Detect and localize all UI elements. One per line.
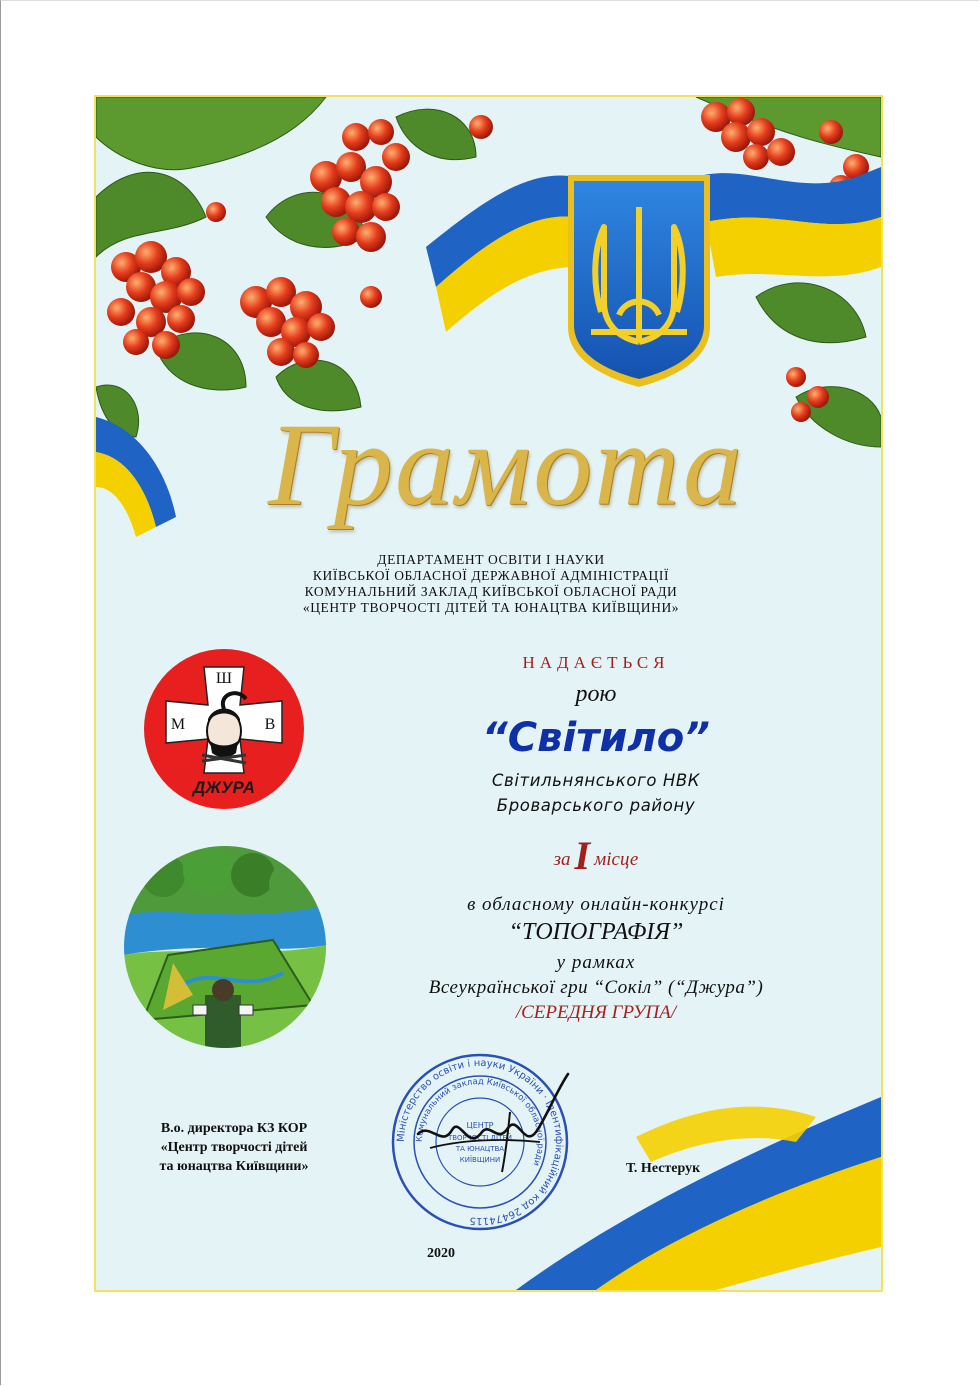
- stamp-outer-text: Міністерство освіти і науки України · Ідентифікаційний код 26474115: [395, 1057, 565, 1227]
- certificate-title: Грамота: [268, 399, 744, 530]
- frame-intro: у рамках: [556, 952, 636, 973]
- game-name: Всеукраїнської гри “Сокіл” (“Джура”): [428, 977, 764, 998]
- school-line-1: Світильнянського НВК: [491, 771, 701, 790]
- certificate: [94, 95, 883, 1292]
- emblem-caption: ДЖУРА: [192, 778, 256, 797]
- place-number: I: [574, 833, 591, 878]
- topography-illustration: [123, 845, 328, 1050]
- emblem-letter-sh: Ш: [215, 670, 233, 687]
- emblem-letter-m: М: [170, 716, 186, 733]
- trident-shield-icon: [568, 175, 710, 387]
- org-line-4: «ЦЕНТР ТВОРЧОСТІ ДІТЕЙ ТА ЮНАЦТВА КИЇВЩИНИ»: [302, 600, 680, 615]
- school-line-2: Броварського району: [496, 796, 696, 815]
- org-line-1: ДЕПАРТАМЕНТ ОСВІТИ І НАУКИ: [377, 552, 605, 567]
- awarded-label: НАДАЄТЬСЯ: [522, 653, 670, 672]
- org-line-2: КИЇВСЬКОЇ ОБЛАСНОЇ ДЕРЖАВНОЇ АДМІНІСТРАЦІЇ: [312, 568, 670, 583]
- group-label: /СЕРЕДНЯ ГРУПА/: [515, 1002, 677, 1023]
- stamp-center-line-3: ТА ЮНАЦТВА: [455, 1145, 505, 1153]
- official-stamp: [390, 1052, 570, 1232]
- contest-intro: в обласному онлайн-конкурсі: [467, 894, 725, 915]
- signatory-title-line-1: В.о. директора КЗ КОР: [160, 1121, 308, 1136]
- recipient-prefix: рою: [575, 681, 617, 707]
- certificate-year: 2020: [427, 1246, 455, 1261]
- dzhura-emblem: [142, 647, 306, 811]
- stamp-center-line-4: КИЇВЩИНИ: [459, 1156, 501, 1164]
- org-line-3: КОМУНАЛЬНИЙ ЗАКЛАД КИЇВСЬКОЇ ОБЛАСНОЇ РАДИ: [304, 584, 678, 599]
- place-prefix: за: [553, 849, 571, 870]
- stamp-center-line-1: ЦЕНТР: [466, 1121, 494, 1130]
- stamp-inner-text: Комунальний заклад Київської обласної ради: [414, 1076, 546, 1168]
- signatory-name: Т. Нестерук: [626, 1161, 701, 1176]
- signatory-title-line-2: «Центр творчості дітей: [160, 1140, 308, 1155]
- stamp-center-line-2: ТВОРЧОСТІ ДІТЕЙ: [447, 1134, 513, 1142]
- place-line: [496, 832, 696, 879]
- ribbon-bottom-right: [516, 1097, 881, 1290]
- contest-name: “ТОПОГРАФІЯ”: [508, 919, 684, 945]
- place-suffix: місце: [594, 849, 639, 870]
- emblem-letter-v: В: [264, 716, 276, 733]
- team-name: “Світило”: [482, 715, 710, 761]
- signatory-title: [129, 1119, 339, 1176]
- signatory-title-line-3: та юнацтва Київщини»: [159, 1159, 309, 1174]
